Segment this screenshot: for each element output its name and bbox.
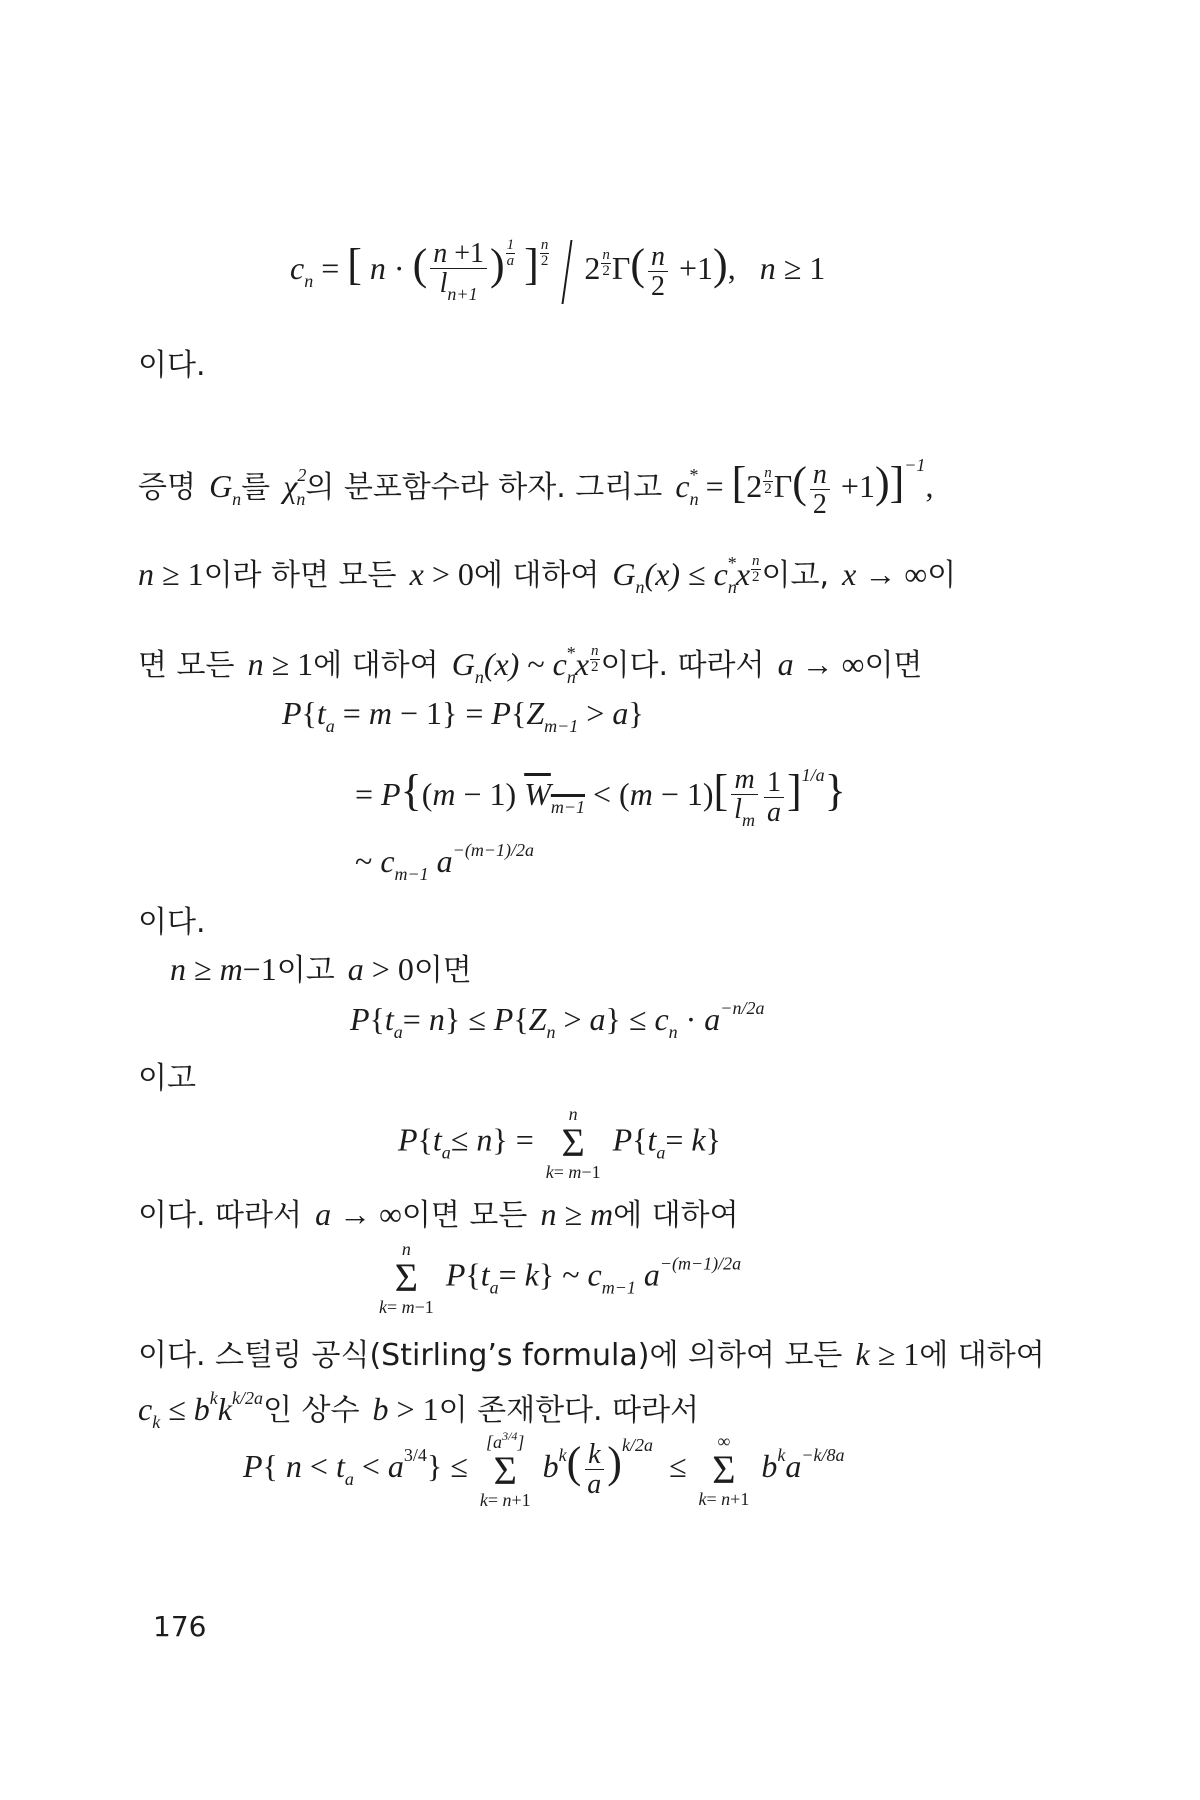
equation-line: $P\{t_a = m - 1\} = P\{Z_{m-1} > a\}$: [282, 695, 644, 736]
text-line: 이다.: [138, 348, 206, 383]
equation-line: n Σ k= m−1 $P\{t_a= k\}$ ~ $c_{m-1}$ $a^{-(m-1)/2a}$: [379, 1239, 742, 1317]
text-line: n ≥ m−1이고 a > 0이면: [170, 951, 472, 988]
equation-line: P{ $n < t_a < a^{3/4}$} ≤ $[a^{3/4}]$ Σ k= n+1 $b^k$( $\frac{k}{a}$ )$^{k/2a}$ ≤ ∞ Σ k= n+1 $b^ka^{-k/8a}$: [243, 1429, 845, 1510]
text-line: 이다.: [138, 905, 206, 940]
text-line: n ≥ 1이라 하면 모든 x > 0에 대하여 $G_n(x) \le c_n^*x$ $\frac{n}{2}$ 이고, x → ∞이: [138, 553, 957, 597]
equation-cn-definition: $c_n$ = [ n · ( $\frac{n +1}{l_{n+1}}$ ) $\frac{1}{a}$ ] $\frac{n}{2}$ 2 $\frac{n}{2}$ Γ( $\frac{n}{2}$ +1), n ≥ 1: [290, 237, 826, 305]
equation-line: $P\{t_a= n\} \le P\{Z_n > a\} \le c_n \cdot a^{-n/2a}$: [350, 998, 765, 1042]
text-line: 이다. 따라서 a → ∞이면 모든 n ≥ m에 대하여: [138, 1196, 739, 1233]
proof-label: 증명: [138, 470, 196, 505]
equation-line: ~ $c_{m-1}$ $a^{-(m-1)/2a}$: [355, 840, 534, 884]
equation-line: $P\{t_a\le n\}$ = n Σ k= m−1 $P\{t_a= k\}$: [398, 1104, 721, 1182]
text-line: 면 모든 n ≥ 1에 대하여 $G_n(x)$ ~ $c_n^*x$ $\frac{n}{2}$ 이다. 따라서 a → ∞이면: [138, 643, 923, 687]
text-line: 이고: [138, 1061, 196, 1096]
text-line: 이다. 스털링 공식(Stirling’s formula)에 의하여 모든 k ≥ 1에 대하여: [138, 1336, 1045, 1373]
page-number: 176: [153, 1610, 207, 1643]
proof-line: 증명 $G_n$를 $\chi^2_n$의 분포함수라 하자. 그리고 $c_n^* = [2$ $\frac{n}{2}$ Γ( $\frac{n}{2}$ +1)]$^{-1}$,: [138, 455, 934, 521]
text-line: $c_k \le b^kk^{k/2a}$인 상수 b > 1이 존재한다. 따라서: [138, 1388, 700, 1432]
equation-line: = P{(m − 1) $W_{m-1} < (m - 1)$[ $\frac{m}{l_m}$ $\frac{1}{a}$ ]$^{1/a}$}: [355, 764, 846, 831]
